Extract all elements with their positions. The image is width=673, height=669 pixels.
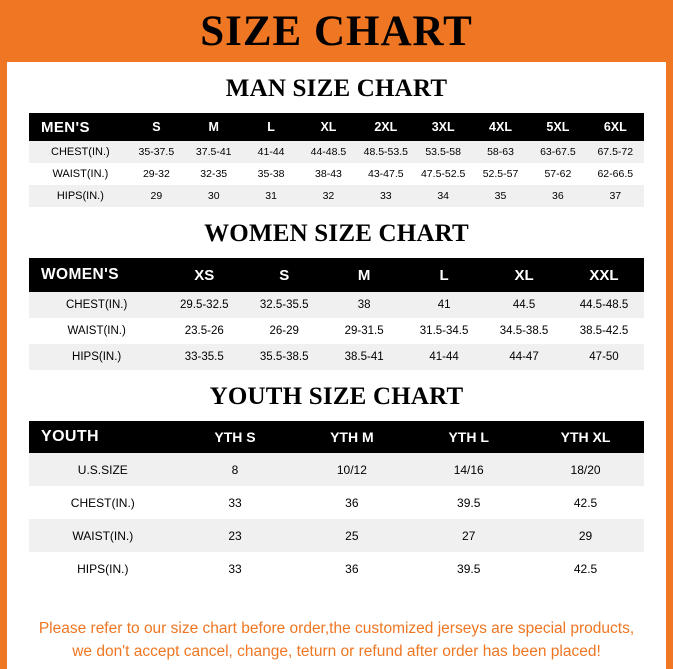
- youth-header-cell-1: YTH S: [214, 429, 256, 445]
- women-table-header-row: [29, 258, 644, 292]
- men-row1-cell6: 47.5-52.5: [414, 163, 471, 185]
- women-header-cell-0: WOMEN'S: [41, 266, 119, 283]
- youth-row1-label: CHEST(IN.): [29, 486, 177, 519]
- men-row0-cell4: 44-48.5: [300, 141, 357, 163]
- youth-row1-cell4: 42.5: [527, 486, 644, 519]
- men-row1-cell1: 29-32: [128, 163, 185, 185]
- table-row: [29, 519, 644, 552]
- women-header-cell-5: XL: [514, 266, 534, 284]
- youth-row3-cell3: 39.5: [410, 552, 527, 585]
- youth-table-wrap: [7, 421, 666, 585]
- youth-row2-label: WAIST(IN.): [29, 519, 177, 552]
- women-row1-cell5: 34.5-38.5: [484, 318, 564, 344]
- youth-row0-label: U.S.SIZE: [29, 453, 177, 486]
- table-row: [29, 552, 644, 585]
- men-row1-cell4: 38-43: [300, 163, 357, 185]
- page-title: SIZE CHART: [200, 7, 473, 55]
- men-header-cell-5: 2XL: [374, 120, 398, 134]
- women-row2-cell4: 41-44: [404, 344, 484, 370]
- men-row0-cell9: 67.5-72: [587, 141, 644, 163]
- women-row0-cell6: 44.5-48.5: [564, 292, 644, 318]
- women-row1-label: WAIST(IN.): [29, 318, 164, 344]
- men-row1-cell9: 62-66.5: [587, 163, 644, 185]
- youth-table-header-row: [29, 421, 644, 453]
- women-header-cell-1: XS: [194, 266, 215, 284]
- footer-note: [7, 618, 666, 663]
- women-size-table: [29, 258, 644, 370]
- youth-row1-cell3: 39.5: [410, 486, 527, 519]
- men-header-cell-3: L: [267, 120, 275, 134]
- youth-section-title: YOUTH SIZE CHART: [209, 383, 464, 410]
- women-row1-cell4: 31.5-34.5: [404, 318, 484, 344]
- women-row0-cell1: 29.5-32.5: [164, 292, 244, 318]
- men-header-cell-7: 4XL: [489, 120, 512, 134]
- youth-row1-cell2: 36: [293, 486, 410, 519]
- women-header-cell-6: XXL: [589, 266, 619, 284]
- table-row: [29, 141, 644, 163]
- women-row0-cell3: 38: [324, 292, 404, 318]
- men-row2-cell1: 29: [128, 185, 185, 207]
- women-section-title: WOMEN SIZE CHART: [204, 220, 469, 247]
- men-header-cell-1: S: [152, 120, 161, 134]
- women-row2-cell5: 44-47: [484, 344, 564, 370]
- table-row: [29, 163, 644, 185]
- men-row0-cell2: 37.5-41: [185, 141, 242, 163]
- men-header-cell-4: XL: [320, 120, 337, 134]
- women-header-cell-3: M: [357, 266, 371, 284]
- men-row2-cell9: 37: [587, 185, 644, 207]
- table-row: [29, 292, 644, 318]
- youth-row2-cell4: 29: [527, 519, 644, 552]
- men-row1-cell8: 57-62: [529, 163, 586, 185]
- men-row1-label: WAIST(IN.): [29, 163, 128, 185]
- men-row1-cell7: 52.5-57: [472, 163, 529, 185]
- youth-row3-cell4: 42.5: [527, 552, 644, 585]
- table-row: [29, 185, 644, 207]
- women-row0-cell4: 41: [404, 292, 484, 318]
- men-row1-cell3: 35-38: [242, 163, 299, 185]
- men-row2-cell8: 36: [529, 185, 586, 207]
- men-row0-cell8: 63-67.5: [529, 141, 586, 163]
- men-row0-cell7: 58-63: [472, 141, 529, 163]
- youth-row0-cell2: 10/12: [293, 453, 410, 486]
- youth-header-cell-2: YTH M: [330, 429, 374, 445]
- youth-header-cell-0: YOUTH: [41, 428, 99, 445]
- women-row1-cell2: 26-29: [244, 318, 324, 344]
- men-table-header-row: [29, 113, 644, 141]
- men-table-wrap: [7, 113, 666, 207]
- men-row1-cell5: 43-47.5: [357, 163, 414, 185]
- youth-header-cell-4: YTH XL: [560, 429, 611, 445]
- youth-row2-cell3: 27: [410, 519, 527, 552]
- men-header-cell-6: 3XL: [431, 120, 455, 134]
- youth-size-table: [29, 421, 644, 585]
- youth-row3-cell2: 36: [293, 552, 410, 585]
- women-row2-label: HIPS(IN.): [29, 344, 164, 370]
- men-row2-cell4: 32: [300, 185, 357, 207]
- men-header-cell-8: 5XL: [546, 120, 570, 134]
- women-row2-cell6: 47-50: [564, 344, 644, 370]
- women-row1-cell6: 38.5-42.5: [564, 318, 644, 344]
- men-header-cell-9: 6XL: [603, 120, 627, 134]
- men-row2-cell3: 31: [242, 185, 299, 207]
- men-row1-cell2: 32-35: [185, 163, 242, 185]
- men-row2-cell5: 33: [357, 185, 414, 207]
- table-row: [29, 318, 644, 344]
- women-row2-cell1: 33-35.5: [164, 344, 244, 370]
- men-header-cell-2: M: [208, 120, 219, 134]
- women-row0-cell2: 32.5-35.5: [244, 292, 324, 318]
- women-row2-cell2: 35.5-38.5: [244, 344, 324, 370]
- youth-row3-cell1: 33: [177, 552, 294, 585]
- men-row2-cell6: 34: [414, 185, 471, 207]
- women-row1-cell3: 29-31.5: [324, 318, 404, 344]
- youth-row0-cell3: 14/16: [410, 453, 527, 486]
- youth-row1-cell1: 33: [177, 486, 294, 519]
- men-row0-cell3: 41-44: [242, 141, 299, 163]
- women-row1-cell1: 23.5-26: [164, 318, 244, 344]
- men-row0-cell6: 53.5-58: [414, 141, 471, 163]
- women-header-cell-2: S: [279, 266, 290, 284]
- youth-row2-cell1: 23: [177, 519, 294, 552]
- page-banner: [0, 0, 673, 62]
- table-row: [29, 486, 644, 519]
- footer-note-line-1: Please refer to our size chart before order,the customized jerseys are special products,: [38, 620, 635, 638]
- men-row2-cell7: 35: [472, 185, 529, 207]
- footer-note-line-2: we don't accept cancel, change, teturn or refund after order has been placed!: [72, 642, 601, 660]
- youth-row3-label: HIPS(IN.): [29, 552, 177, 585]
- youth-row0-cell4: 18/20: [527, 453, 644, 486]
- table-row: [29, 453, 644, 486]
- men-row2-cell2: 30: [185, 185, 242, 207]
- men-row0-label: CHEST(IN.): [29, 141, 128, 163]
- men-row2-label: HIPS(IN.): [29, 185, 128, 207]
- men-section-title: MAN SIZE CHART: [225, 75, 448, 102]
- youth-row2-cell2: 25: [293, 519, 410, 552]
- men-row0-cell1: 35-37.5: [128, 141, 185, 163]
- women-table-wrap: [7, 258, 666, 370]
- youth-header-cell-3: YTH L: [448, 429, 489, 445]
- men-row0-cell5: 48.5-53.5: [357, 141, 414, 163]
- men-header-cell-0: MEN'S: [41, 118, 90, 136]
- women-row2-cell3: 38.5-41: [324, 344, 404, 370]
- table-row: [29, 344, 644, 370]
- men-size-table: [29, 113, 644, 207]
- women-header-cell-4: L: [439, 266, 449, 284]
- women-row0-cell5: 44.5: [484, 292, 564, 318]
- youth-row0-cell1: 8: [177, 453, 294, 486]
- women-row0-label: CHEST(IN.): [29, 292, 164, 318]
